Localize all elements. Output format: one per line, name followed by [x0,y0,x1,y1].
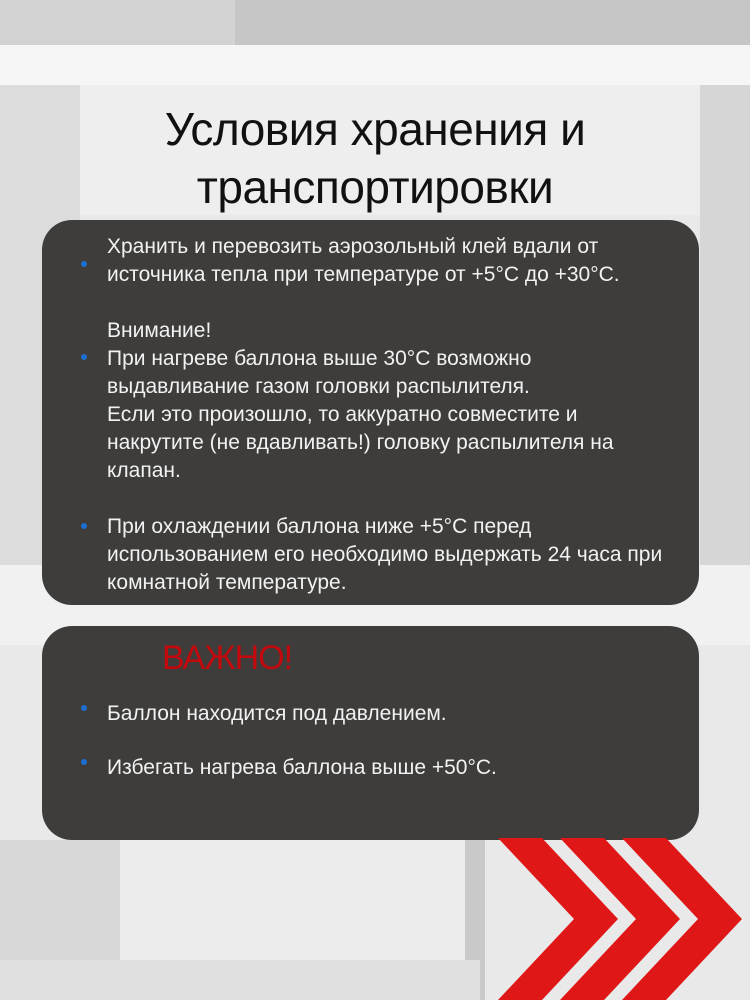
warning-item-2 [107,754,669,782]
spacer [107,680,669,700]
spacer [107,289,669,317]
warning-heading: ВАЖНО! [162,639,293,677]
bullet-dot-icon [81,705,87,711]
storage-item-2-line-2: выдавливание газом головки распылителя. [107,375,530,398]
storage-item-1 [107,233,669,289]
storage-item-2-line-4: накрутите (не вдавливать!) головку распылителя на [107,431,614,454]
bullet-dot-icon [81,261,87,267]
page-title [0,100,750,216]
warning-card [42,626,699,840]
title-line-2: транспортировки [196,161,554,213]
attention-label: Внимание! [107,319,212,342]
spacer [107,485,669,513]
storage-item-3-line-1: При охлаждении баллона ниже +5°С перед [107,515,532,538]
spacer [107,728,669,754]
bullet-dot-icon [81,354,87,360]
storage-item-2-line-3: Если это произошло, то аккуратно совместите и [107,403,578,426]
storage-item-3-line-3: комнатной температуре. [107,571,347,594]
title-line-1: Условия хранения и [164,103,586,155]
storage-item-1-line-1: Хранить и перевозить аэрозольный клей вдали от [107,235,599,258]
storage-item-1-line-2: источника тепла при температуре от +5°С до +30°С. [107,263,620,286]
bullet-dot-icon [81,759,87,765]
bullet-dot-icon [81,523,87,529]
storage-conditions-card [42,220,699,605]
warning-item-1 [107,700,669,728]
red-chevron-arrows-icon [480,838,750,1000]
storage-item-2-line-1: При нагреве баллона выше 30°С возможно [107,347,532,370]
warning-item-2-text: Избегать нагрева баллона выше +50°С. [107,756,497,779]
storage-item-3-line-2: использованием его необходимо выдержать 24 часа при [107,543,663,566]
storage-item-2-line-5: клапан. [107,459,181,482]
storage-attention [107,317,669,345]
storage-item-2 [107,345,669,485]
storage-item-3 [107,513,669,597]
warning-item-1-text: Баллон находится под давлением. [107,702,447,725]
